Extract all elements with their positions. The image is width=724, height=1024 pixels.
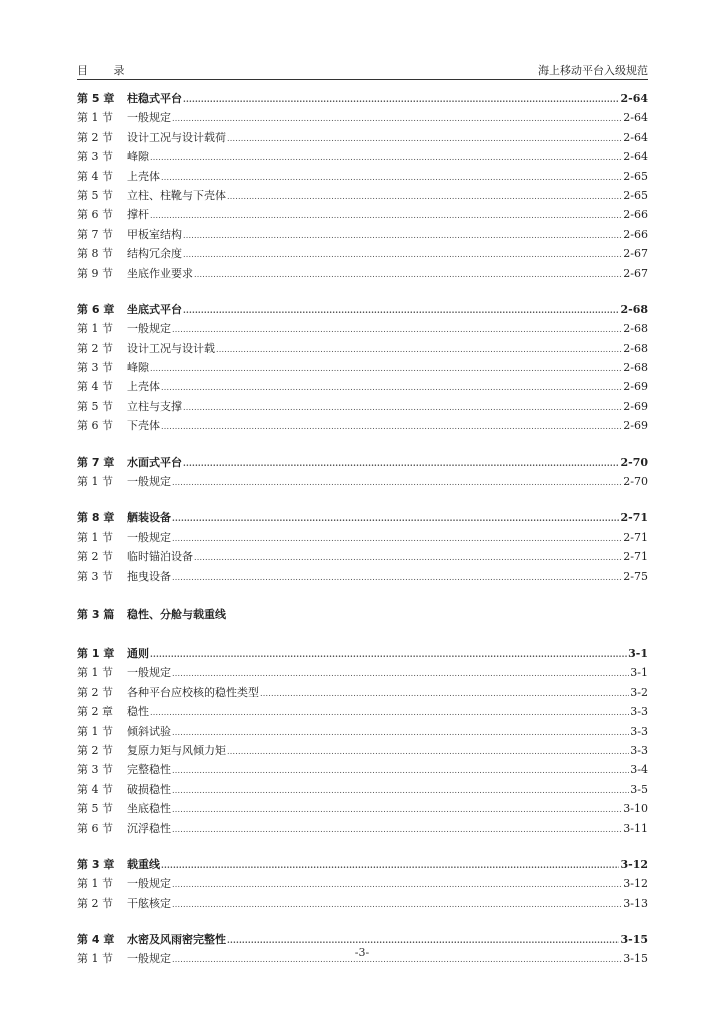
toc-entry-number: 第 3 节	[77, 361, 113, 375]
toc-section-entry[interactable]	[77, 874, 648, 893]
group-spacer	[77, 491, 648, 508]
toc-entry-number: 第 8 节	[77, 247, 113, 261]
table-of-contents	[77, 89, 648, 969]
dot-leader	[161, 378, 622, 397]
toc-entry-title: 沉浮稳性	[127, 821, 171, 835]
dot-leader	[150, 703, 629, 722]
toc-entry-page: 2-70	[620, 455, 648, 469]
toc-entry-page: 2-69	[623, 380, 648, 394]
toc-entry-title: 一般规定	[127, 530, 171, 544]
toc-entry-number: 第 1 节	[77, 952, 113, 966]
toc-entry-title: 一般规定	[127, 322, 171, 336]
toc-entry-title: 甲板室结构	[127, 227, 182, 241]
toc-entry-title: 峰隙	[127, 361, 149, 375]
toc-section-entry[interactable]	[77, 722, 648, 741]
dot-leader	[161, 168, 622, 187]
toc-section-entry[interactable]	[77, 377, 648, 396]
toc-entry-page: 2-71	[620, 511, 648, 525]
toc-entry-page: 2-70	[623, 475, 648, 489]
dot-leader	[183, 398, 622, 417]
toc-entry-page: 2-65	[623, 188, 648, 202]
toc-entry-title: 水面式平台	[127, 455, 182, 469]
toc-entry-title: 破损稳性	[127, 782, 171, 796]
dot-leader	[172, 320, 622, 339]
toc-entry-number: 第 3 篇	[77, 607, 115, 621]
dot-leader	[260, 684, 629, 703]
toc-entry-title: 下壳体	[127, 419, 160, 433]
page-number: -3-	[354, 946, 370, 959]
group-spacer	[77, 913, 648, 930]
toc-entry-title: 临时锚泊设备	[127, 550, 193, 564]
toc-section-entry[interactable]	[77, 108, 648, 127]
group-spacer	[77, 586, 648, 603]
toc-entry-number: 第 9 节	[77, 266, 113, 280]
toc-entry-number: 第 6 节	[77, 208, 113, 222]
toc-entry-page: 2-68	[623, 361, 648, 375]
toc-entry-page: 3-12	[623, 877, 648, 891]
toc-entry-number: 第 4 节	[77, 169, 113, 183]
toc-entry-number: 第 5 节	[77, 802, 113, 816]
toc-entry-title: 撑杆	[127, 208, 149, 222]
toc-entry-page: 3-12	[620, 857, 648, 871]
toc-entry-page: 2-67	[623, 266, 648, 280]
toc-entry-number: 第 2 节	[77, 896, 113, 910]
group-spacer	[77, 838, 648, 855]
toc-section-entry[interactable]	[77, 702, 648, 721]
toc-section-entry[interactable]	[77, 799, 648, 818]
toc-section-entry[interactable]	[77, 416, 648, 435]
dot-leader	[183, 245, 622, 264]
toc-entry-page: 2-65	[623, 169, 648, 183]
toc-entry-title: 坐底式平台	[127, 302, 182, 316]
toc-entry-title: 稳性、分舱与载重线	[127, 607, 226, 621]
dot-leader	[183, 226, 622, 245]
toc-entry-number: 第 1 节	[77, 724, 113, 738]
toc-entry-page: 2-67	[623, 247, 648, 261]
toc-chapter-entry[interactable]	[77, 300, 648, 319]
dot-leader	[172, 800, 622, 819]
toc-entry-title: 水密及风雨密完整性	[127, 933, 226, 947]
toc-entry-number: 第 1 节	[77, 322, 113, 336]
toc-section-entry[interactable]	[77, 683, 648, 702]
toc-entry-title: 倾斜试验	[127, 724, 171, 738]
toc-entry-title: 一般规定	[127, 952, 171, 966]
dot-leader	[227, 129, 622, 148]
toc-entry-title: 坐底稳性	[127, 802, 171, 816]
toc-entry-title: 上壳体	[127, 169, 160, 183]
toc-entry-number: 第 8 章	[77, 511, 115, 525]
toc-entry-title: 立柱与支撑	[127, 399, 182, 413]
toc-entry-number: 第 3 节	[77, 763, 113, 777]
dot-leader	[172, 820, 622, 839]
toc-entry-title: 设计工况与设计载	[127, 341, 215, 355]
toc-section-entry[interactable]	[77, 264, 648, 283]
toc-entry-title: 柱稳式平台	[127, 92, 182, 105]
toc-part-entry[interactable]	[77, 603, 648, 627]
toc-section-entry[interactable]	[77, 663, 648, 682]
toc-chapter-entry[interactable]	[77, 508, 648, 527]
toc-entry-page: 3-3	[630, 705, 648, 719]
toc-chapter-entry[interactable]	[77, 453, 648, 472]
toc-entry-page: 3-2	[630, 685, 648, 699]
toc-entry-page: 3-5	[630, 782, 648, 796]
toc-entry-page: 3-3	[630, 743, 648, 757]
toc-entry-title: 舾装设备	[127, 511, 171, 525]
dot-leader	[216, 340, 622, 359]
toc-entry-page: 3-3	[630, 724, 648, 738]
page-header	[77, 62, 648, 78]
dot-leader	[227, 187, 622, 206]
toc-section-entry[interactable]	[77, 894, 648, 913]
dot-leader	[183, 301, 619, 320]
toc-entry-page: 3-10	[623, 802, 648, 816]
toc-entry-number: 第 2 节	[77, 743, 113, 757]
toc-entry-title: 复原力矩与风倾力矩	[127, 743, 226, 757]
toc-entry-number: 第 3 章	[77, 857, 115, 871]
toc-entry-page: 3-4	[630, 763, 648, 777]
toc-section-entry[interactable]	[77, 244, 648, 263]
toc-section-entry[interactable]	[77, 819, 648, 838]
toc-section-entry[interactable]	[77, 205, 648, 224]
toc-entry-number: 第 5 节	[77, 188, 113, 202]
toc-section-entry[interactable]	[77, 319, 648, 338]
toc-entry-page: 2-64	[623, 111, 648, 125]
toc-entry-number: 第 7 节	[77, 227, 113, 241]
toc-entry-number: 第 2 节	[77, 685, 113, 699]
toc-entry-page: 2-64	[623, 150, 648, 164]
header-left-title: 目 录	[77, 64, 136, 77]
toc-entry-number: 第 1 节	[77, 111, 113, 125]
toc-entry-number: 第 2 章	[77, 705, 113, 719]
dot-leader	[161, 856, 619, 875]
toc-entry-page: 3-15	[623, 952, 648, 966]
toc-entry-page: 2-64	[623, 130, 648, 144]
toc-section-entry[interactable]	[77, 358, 648, 377]
toc-entry-title: 一般规定	[127, 877, 171, 891]
toc-section-entry[interactable]	[77, 225, 648, 244]
toc-entry-title: 拖曳设备	[127, 569, 171, 583]
toc-entry-page: 2-68	[623, 341, 648, 355]
dot-leader	[172, 781, 629, 800]
toc-entry-page: 2-69	[623, 399, 648, 413]
dot-leader	[194, 265, 622, 284]
toc-entry-page: 2-68	[620, 302, 648, 316]
dot-leader	[172, 509, 619, 528]
dot-leader	[172, 723, 629, 742]
toc-entry-title: 设计工况与设计载荷	[127, 130, 226, 144]
toc-entry-page: 2-71	[623, 550, 648, 564]
toc-chapter-entry[interactable]	[77, 89, 648, 108]
toc-section-entry[interactable]	[77, 339, 648, 358]
toc-entry-title: 结构冗余度	[127, 247, 182, 261]
toc-entry-number: 第 6 节	[77, 419, 113, 433]
toc-entry-title: 通则	[127, 646, 149, 660]
header-rule	[77, 79, 648, 80]
dot-leader	[172, 473, 622, 492]
toc-entry-title: 立柱、柱靴与下壳体	[127, 188, 226, 202]
toc-section-entry[interactable]	[77, 147, 648, 166]
dot-leader	[161, 417, 622, 436]
toc-entry-page: 3-1	[630, 666, 648, 680]
toc-entry-number: 第 2 节	[77, 130, 113, 144]
dot-leader	[150, 148, 622, 167]
toc-chapter-entry[interactable]	[77, 644, 648, 663]
toc-entry-title: 一般规定	[127, 666, 171, 680]
group-spacer	[77, 436, 648, 453]
toc-entry-number: 第 1 节	[77, 530, 113, 544]
toc-entry-page: 2-71	[623, 530, 648, 544]
toc-section-entry[interactable]	[77, 780, 648, 799]
toc-entry-title: 峰隙	[127, 150, 149, 164]
toc-section-entry[interactable]	[77, 128, 648, 147]
toc-entry-number: 第 4 节	[77, 782, 113, 796]
dot-leader	[172, 568, 622, 587]
dot-leader	[172, 109, 622, 128]
toc-entry-title: 坐底作业要求	[127, 266, 193, 280]
toc-entry-page: 3-15	[620, 933, 648, 947]
toc-entry-number: 第 3 节	[77, 569, 113, 583]
toc-entry-number: 第 4 章	[77, 933, 115, 947]
header-right-title: 海上移动平台入级规范	[538, 64, 648, 77]
dot-leader	[172, 664, 629, 683]
toc-entry-page: 2-68	[623, 322, 648, 336]
dot-leader	[172, 529, 622, 548]
toc-entry-title: 稳性	[127, 705, 149, 719]
toc-entry-number: 第 2 节	[77, 550, 113, 564]
toc-entry-page: 2-64	[620, 92, 648, 105]
toc-entry-title: 上壳体	[127, 380, 160, 394]
toc-entry-number: 第 4 节	[77, 380, 113, 394]
dot-leader	[150, 206, 622, 225]
toc-entry-number: 第 1 节	[77, 475, 113, 489]
toc-entry-number: 第 5 节	[77, 399, 113, 413]
toc-section-entry[interactable]	[77, 547, 648, 566]
toc-entry-title: 各种平台应校核的稳性类型	[127, 685, 259, 699]
toc-entry-title: 完整稳性	[127, 763, 171, 777]
toc-section-entry[interactable]	[77, 186, 648, 205]
group-spacer	[77, 283, 648, 300]
toc-entry-page: 2-69	[623, 419, 648, 433]
toc-entry-title: 一般规定	[127, 475, 171, 489]
toc-chapter-entry[interactable]	[77, 855, 648, 874]
toc-entry-number: 第 7 章	[77, 455, 115, 469]
dot-leader	[227, 742, 629, 761]
toc-entry-page: 2-66	[623, 227, 648, 241]
toc-section-entry[interactable]	[77, 167, 648, 186]
toc-section-entry[interactable]	[77, 760, 648, 779]
group-spacer	[77, 627, 648, 644]
toc-entry-number: 第 1 节	[77, 877, 113, 891]
toc-entry-number: 第 6 节	[77, 821, 113, 835]
dot-leader	[150, 645, 627, 664]
toc-entry-number: 第 2 节	[77, 341, 113, 355]
toc-section-entry[interactable]	[77, 741, 648, 760]
toc-entry-number: 第 5 章	[77, 92, 115, 105]
toc-section-entry[interactable]	[77, 472, 648, 491]
toc-entry-number: 第 1 节	[77, 666, 113, 680]
toc-section-entry[interactable]	[77, 397, 648, 416]
toc-entry-page: 3-11	[623, 821, 648, 835]
toc-entry-title: 干舷核定	[127, 896, 171, 910]
toc-entry-title: 一般规定	[127, 111, 171, 125]
dot-leader	[194, 548, 622, 567]
dot-leader	[172, 875, 622, 894]
dot-leader	[183, 454, 619, 473]
toc-entry-title: 载重线	[127, 857, 160, 871]
toc-entry-page: 2-66	[623, 208, 648, 222]
toc-entry-page: 3-1	[628, 646, 648, 660]
toc-entry-number: 第 1 章	[77, 646, 115, 660]
toc-entry-number: 第 6 章	[77, 302, 115, 316]
dot-leader	[183, 90, 619, 109]
dot-leader	[150, 359, 622, 378]
toc-entry-page: 2-75	[623, 569, 648, 583]
dot-leader	[172, 761, 629, 780]
toc-section-entry[interactable]	[77, 567, 648, 586]
toc-entry-number: 第 3 节	[77, 150, 113, 164]
toc-entry-page: 3-13	[623, 896, 648, 910]
toc-section-entry[interactable]	[77, 528, 648, 547]
dot-leader	[172, 895, 622, 914]
